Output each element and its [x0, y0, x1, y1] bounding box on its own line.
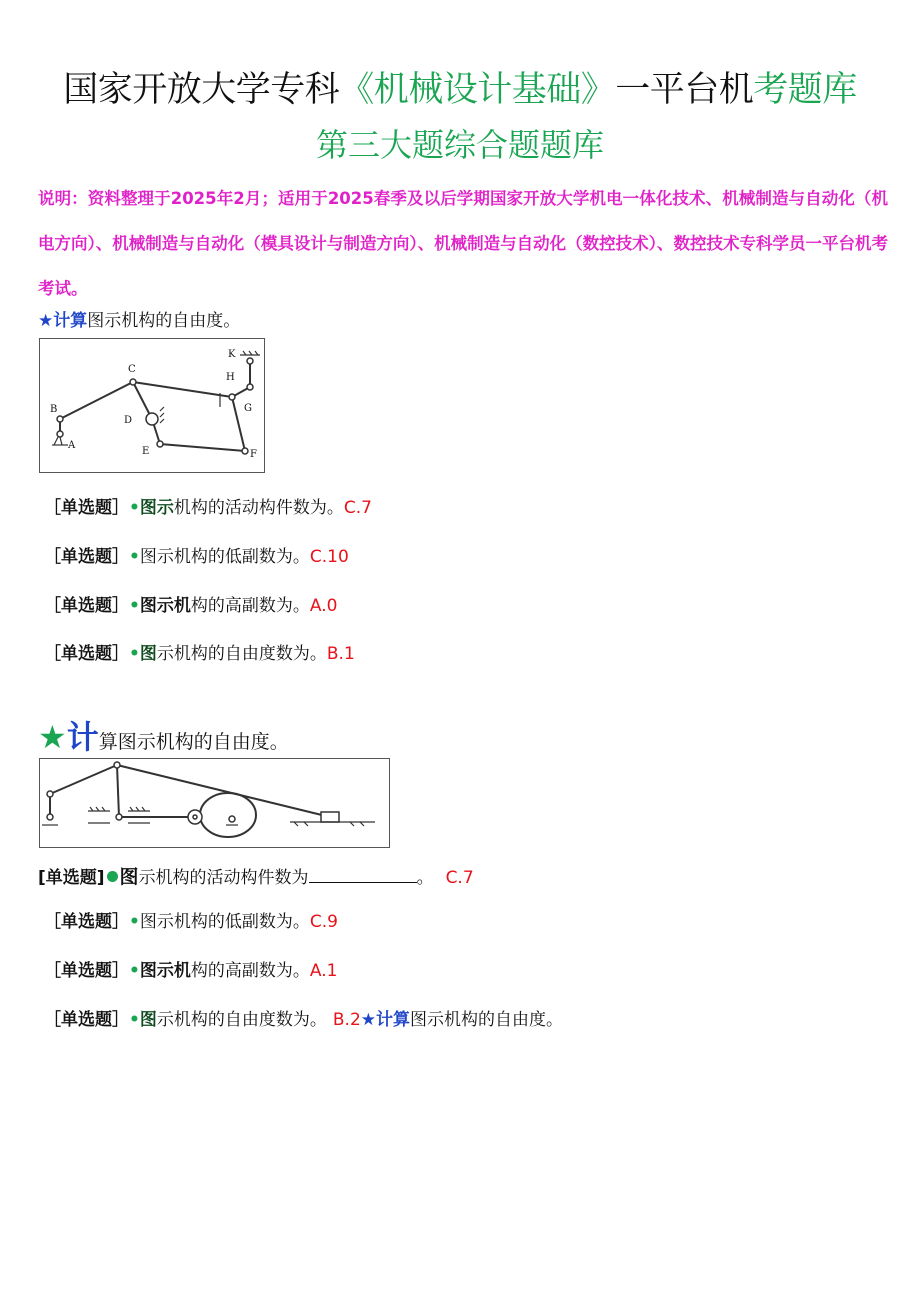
q1-item-1: ［单选题］•图示机构的活动构件数为。C.7 — [44, 498, 372, 518]
svg-text:G: G — [244, 403, 252, 414]
q1-heading: ★计算图示机构的自由度。 — [38, 311, 241, 331]
answer: B.2 — [332, 1010, 361, 1030]
svg-text:E: E — [142, 446, 150, 457]
document-title: 国家开放大学专科《机械设计基础》一平台机考题库 — [63, 70, 857, 110]
svg-text:H: H — [226, 372, 235, 383]
svg-text:A: A — [68, 440, 76, 451]
q2-item-4: ［单选题］•图示机构的自由度数为。 B.2★计算图示机构的自由度。 — [44, 1010, 564, 1030]
svg-text:F: F — [250, 449, 257, 460]
q1-item-2: ［单选题］•图示机构的低副数为。C.10 — [44, 547, 349, 567]
q2-item-1: [单选题] 图示机构的活动构件数为 。 C.7 — [38, 866, 474, 888]
bullet-icon — [107, 871, 118, 882]
svg-text:D: D — [124, 415, 133, 426]
q1-item-3: ［单选题］•图示机构的高副数为。A.0 — [44, 596, 338, 616]
star-icon: ★ — [360, 1010, 377, 1030]
document-subtitle: 第三大题综合题题库 — [315, 126, 604, 164]
star-icon: ★ — [38, 718, 67, 756]
q1-item-4: ［单选题］•图示机构的自由度数为。B.1 — [44, 644, 355, 664]
mechanism-figure-1 — [39, 338, 265, 473]
svg-text:K: K — [228, 349, 236, 360]
answer: A.0 — [309, 596, 338, 616]
svg-text:B: B — [50, 404, 58, 415]
mechanism-figure-2 — [39, 758, 390, 848]
answer: B.1 — [326, 644, 355, 664]
answer: C.10 — [309, 547, 349, 567]
q2-item-3: ［单选题］•图示机构的高副数为。A.1 — [44, 961, 338, 981]
answer: C.7 — [343, 498, 372, 518]
answer: A.1 — [309, 961, 338, 981]
answer: C.7 — [445, 868, 474, 888]
q2-item-2: ［单选题］•图示机构的低副数为。C.9 — [44, 912, 338, 932]
star-icon: ★ — [38, 311, 54, 331]
svg-text:C: C — [128, 364, 136, 375]
answer-blank — [309, 868, 417, 883]
explanation-note: 说明：资料整理于2025年2月；适用于2025春季及以后学期国家开放大学机电一体化技术、机械制造与自动化（机电方向）、机械制造与自动化（模具设计与制造方向）、机械制造与自动化（数控技术）、数控技术专科学员一平台机考考试。 — [38, 189, 888, 298]
answer: C.9 — [309, 912, 338, 932]
q2-heading: ★计算图示机构的自由度。 — [38, 718, 289, 756]
